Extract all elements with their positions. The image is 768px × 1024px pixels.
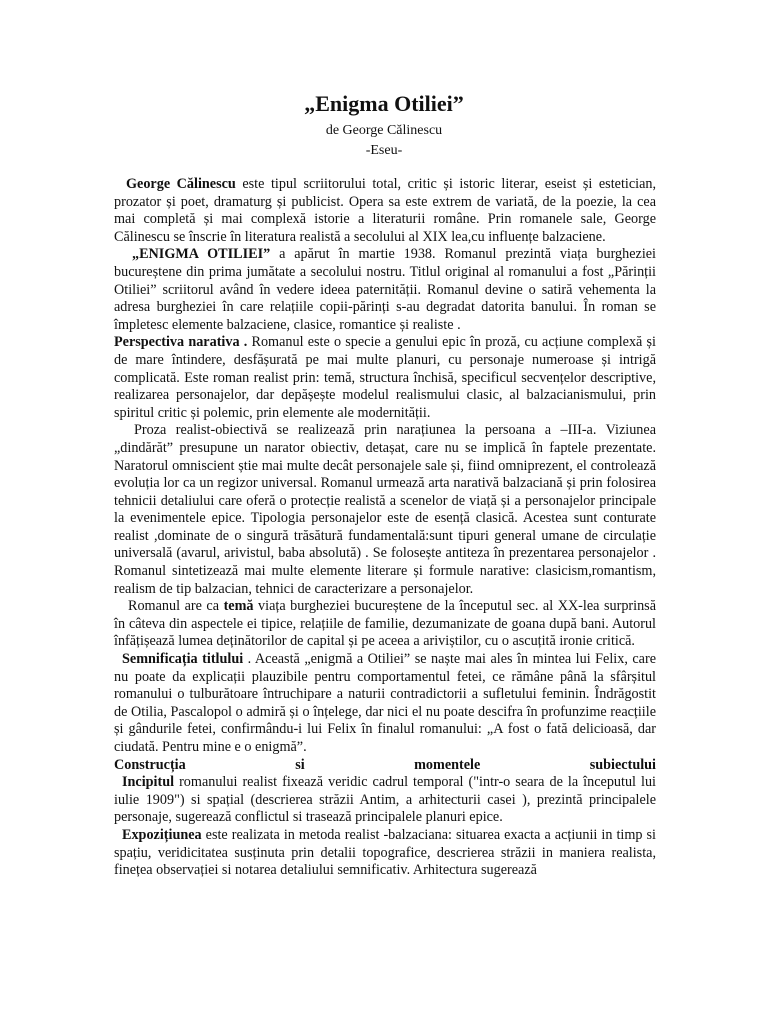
- paragraph-title-meaning: [114, 651, 656, 757]
- section-heading-word: momentele: [414, 756, 481, 773]
- paragraph-prose: [114, 422, 656, 598]
- paragraph-lead: Semnificația titlului: [122, 651, 244, 668]
- paragraph-incipit: [114, 774, 656, 827]
- paragraph-text: Proza realist-obiectivă se realizează prin narațiunea la persoana a –III-a. Viziunea „dindărăt” presupune un narator obiectiv, detașat, care nu se implică în faptele prezentate. Naratorul omniscient știe mai multe decât personajele sale și, fiind omniprezent, el controlează evoluția lor ca un regizor universal. Romanul urmează arta narativă balzaciană și prin folosirea tehnicii detaliului care oferă o protecție realistă a scenelor de viață și a personajelor principale la evenimentele epice. Tipologia personajelor este de esență clasică. Acestea sunt conturate realist ,dominate de o singură trăsătură fundamentală:sunt tipuri general umane de circulație universală (avarul, arivistul, baba absolută) . Se folosește antiteza în prezentarea personajelor . Romanul sintetizează mai multe elemente literare și formule narative: clasicism,romantism, realism de tip balzacian, tehnici de caracterizare a personajelor.: [114, 422, 656, 597]
- paragraph-perspective: [114, 334, 656, 422]
- section-heading-word: Construcția: [114, 756, 186, 773]
- document-author: de George Călinescu: [325, 123, 443, 138]
- paragraph-text: este tipul scriitorului total, critic și istoric literar, eseist și estetician, prozator și poet, dramaturg și publicist. Opera sa este extrem de variată, de la poezie, la cea mai completă și mai complexă istorie a literaturii române. Prin romanele sale, George Călinescu se înscrie în literatura realistă a secolului al XIX lea,cu influențe balzaciene.: [114, 176, 657, 245]
- paragraph-lead: Perspectiva narativa .: [114, 334, 248, 351]
- section-heading-word: si: [295, 756, 305, 773]
- document-genre: -Eseu-: [365, 143, 403, 158]
- paragraph-text: romanului realist fixează veridic cadrul temporal ("intr-o seara de la începutul lui iulie 1909") si spațial (descrierea străzii Antim, a arhitecturii casei ), prezintă principalele personaje, sugerează conflictul si trasează principalele planuri epice.: [114, 774, 656, 826]
- paragraph-inline-bold: temă: [223, 598, 254, 615]
- paragraph-lead: Expozițiunea: [122, 826, 202, 843]
- paragraph-lead: George Călinescu: [126, 176, 236, 192]
- paragraph-theme: [114, 598, 656, 651]
- paragraph-text: Romanul este o specie a genului epic în proză, cu acțiune complexă și de mare întindere, desfășurată pe mai multe planuri, cu personaje numeroase și intrigă complicată. Este roman realist prin: temă, structura închisă, specificul secvențelor descriptive, realizarea personajelor, dar depășește modelul realismului clasic, al balzacianismului, prin spiritul critic și polemic, prin elemente ale modernității.: [114, 334, 656, 421]
- paragraph-novel: [114, 246, 656, 334]
- section-heading: [114, 757, 656, 775]
- paragraph-lead: „ENIGMA OTILIEI”: [132, 246, 271, 263]
- paragraph-text: . Această „enigmă a Otiliei” se naște mai ales în mintea lui Felix, care nu poate da explicații plauzibile pentru comportamentul fetei, ce rămâne până la sfârșitul romanului o tulburătoare întruchipare a naturii contradictorii a sufletului feminin. Îndrăgostit de Otilia, Pascalopol o admiră și o înțelege, dar nici el nu poate descifra în profunzime reacțiile și gândurile fetei, confirmându-i lui Felix în finalul romanului: „A fost o fată delicioasă, dar ciudată. Pentru mine e o enigmă”.: [114, 651, 656, 755]
- paragraph-lead: Incipitul: [122, 774, 175, 791]
- paragraph-text-before: Romanul are ca: [128, 598, 224, 615]
- paragraph-text: este realizata in metoda realist -balzaciana: situarea exacta a acțiunii in timp si spațiu, veridicitatea susținuta prin detalii topografice, descrierea străzii in maniera realista, finețea observației si notarea detaliului semnificativ. Arhitectura sugerează: [114, 826, 656, 879]
- paragraph-intro: [114, 176, 656, 246]
- document-title: „Enigma Otiliei”: [304, 91, 464, 116]
- paragraph-text: viața burgheziei bucureștene de la începutul sec. al XX-lea surprinsă în câteva din aspectele ei tipice, relațiile de familie, dezumanizate de goana după bani. Autorul înfățișează lumea deținătorilor de capital și pe aceea a ariviștilor, cu o ascuțită ironie critică.: [114, 598, 657, 650]
- essay-body: [114, 176, 656, 880]
- paragraph-text: a apărut în martie 1938. Romanul prezintă viața burgheziei bucureștene din prima jumătate a secolului nostru. Titlul original al romanului a fost „Părinții Otiliei” scriitorul având în vedere ideea paternității. Romanul devine o satiră vehementa la adresa burgheziei în care relațiile copii-părinți s-au degradat datorita banului. În roman se împletesc elemente balzaciene, clasice, romantice și realiste .: [114, 246, 656, 333]
- section-heading-word: subiectului: [589, 756, 656, 773]
- paragraph-exposition: [114, 827, 656, 880]
